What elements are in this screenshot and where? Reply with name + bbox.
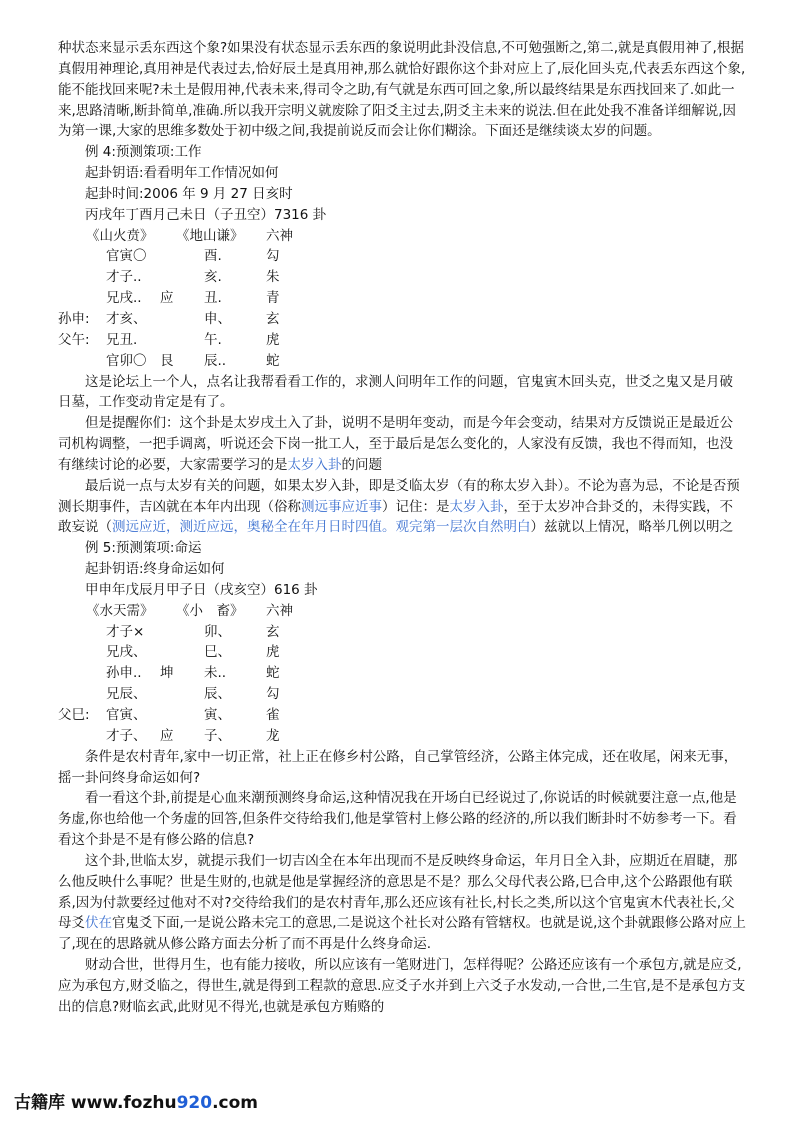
text: 的问题 (341, 456, 382, 473)
text: ）兹就以上情况，略举几例以明之 (530, 519, 733, 536)
example5-title: 例 5:预测策项:命运 (85, 540, 202, 557)
hexagram-changed-name: 《地山谦》 (176, 227, 244, 244)
text: 最后说一点与太岁有关的问题，如果太岁入卦，即是爻临太岁（有的称太岁入卦）。不论为喜为忌，不论是否预测长期事件，吉凶就在本年内出现（俗称 (58, 477, 740, 515)
main-line-cell: 才子、 (106, 727, 147, 744)
example4-paragraph-2 (58, 413, 746, 476)
text: ）记住：是 (382, 498, 450, 515)
text: 官鬼爻下面,一是说公路未完工的意思,二是说这个社长对公路有管辖权。也就是说,这个卦就跟修公路对应上了,现在的思路就从修公路方面去分析了而不再是什么终身命运. (58, 915, 746, 953)
watermark-url-number: 920 (176, 1093, 213, 1113)
hexagram-line (58, 705, 746, 726)
shi-ying-cell: 艮 (160, 352, 174, 369)
changed-line-cell: 巳、 (204, 644, 231, 661)
changed-line-cell: 申、 (204, 310, 231, 327)
fushen-cell: 孙申: (58, 310, 90, 327)
shi-ying-cell: 坤 (160, 665, 174, 682)
highlight-text: 测远应近，测近应远，奥秘全在年月日时四值。观完第一层次自然明白 (112, 519, 531, 536)
example4-time: 起卦时间:2006 年 9 月 27 日亥时 (85, 185, 293, 202)
main-line-cell: 兄辰、 (106, 686, 147, 703)
example5-paragraph-2: 看一看这个卦,前提是心血来潮预测终身命运,这种情况我在开场白已经说过了,你说话的时候就要注意一点,他是务虚,你也给他一个务虚的回答,但条件交待给我们,他是掌管村上修公路的经济的,所以我们断卦时不妨参考一下。看看这个卦是不是有修公路的信息? (58, 790, 737, 849)
text: 这个卦,世临太岁，就提示我们一切吉凶全在本年出现而不是反映终身命运，年月日全入卦，应期近在眉睫，那么他反映什么事呢？世是生财的,也就是他是掌握经济的意思是不是？那么父母代表公路,巳合申,这个公路跟他有联系,因为付款要经过他对不对?交待给我们的是农村青年,那么还应该有社长,村长之类,所以这个官鬼寅木代表社长,父母爻 (58, 852, 738, 932)
main-line-cell: 才亥、 (106, 310, 147, 327)
hexagram-line (58, 622, 746, 643)
six-spirit-cell: 玄 (266, 623, 280, 640)
six-spirit-cell: 玄 (266, 310, 280, 327)
example5-paragraph-4: 财动合世，世得月生，也有能力接收，所以应该有一笔财进门，怎样得呢？公路还应该有一个承包方,就是应爻,应为承包方,财爻临之，得世生,就是得到工程款的意思.应爻子水并到上六爻子水发动,一合世,二生官,是不是承包方支出的信息?财临玄武,此财见不得光,也就是承包方贿赂的 (58, 957, 746, 1015)
six-spirit-cell: 雀 (266, 707, 280, 723)
hexagram-line (58, 684, 746, 705)
example5-paragraph-1: 条件是农村青年,家中一切正常，社上正在修乡村公路，自己掌管经济，公路主体完成，还在收尾，闲来无事，摇一卦问终身命运如何? (58, 748, 738, 786)
example4-question: 起卦钥语:看看明年工作情况如何 (85, 165, 279, 182)
hexagram-line (58, 351, 746, 372)
changed-line-cell: 酉. (204, 248, 222, 265)
paragraph-intro: 种状态来显示丢东西这个象?如果没有状态显示丢东西的象说明此卦没信息,不可勉强断之,第二,就是真假用神了,根据真假用神理论,真用神是代表过去,恰好辰土是真用神,那么就恰好跟你这个卦对应上了,辰化回头克,代表丢东西这个象,能不能找回来呢?未土是假用神,代表未来,得司令之助,有气就是东西可回之象,所以最终结果是东西找回来了.如此一来,思路清晰,断卦简单,准确.所以我开宗明义就废除了阳爻主过去,阴爻主未来的说法.但在此处我不准备详细解说,因为第一课,大家的思维多数处于初中级之间,我提前说反而会让你们糊涂。下面还是继续谈太岁的问题。 (58, 40, 746, 140)
hexagram-line (58, 246, 746, 267)
highlight-text: 测远事应近事 (301, 498, 382, 515)
fushen-cell: 父巳: (58, 707, 90, 723)
hexagram-line (58, 309, 746, 330)
highlight-text: 伏在 (85, 915, 112, 932)
site-watermark (14, 1088, 258, 1113)
main-line-cell: 兄戌、 (106, 644, 147, 661)
six-spirit-cell: 勾 (266, 686, 280, 703)
text: 但是提醒你们：这个卦是太岁戌土入了卦，说明不是明年变动，而是今年会变动，结果对方反馈说正是最近公司机构调整，一把手调离，听说还会下岗一批工人，至于最后是怎么变化的，人家没有反馈，我也不得而知，也没有继续讨论的必要，大家需要学习的是 (58, 415, 733, 473)
changed-line-cell: 未.. (204, 665, 227, 682)
hexagram-line (58, 642, 746, 663)
changed-line-cell: 子、 (204, 727, 231, 744)
hexagram-line (58, 726, 746, 747)
example5-date: 甲申年戊辰月甲子日（戌亥空）616 卦 (85, 581, 318, 598)
hexagram-changed-name: 《小 畜》 (176, 602, 244, 619)
six-spirit-cell: 蛇 (266, 352, 280, 369)
changed-line-cell: 卯、 (204, 623, 231, 640)
hexagram-main-name: 《水天需》 (86, 602, 154, 619)
six-spirit-cell: 青 (266, 290, 280, 307)
example5-hexagram-lines (58, 622, 746, 747)
hexagram-line (58, 267, 746, 288)
main-line-cell: 孙申.. (106, 665, 142, 682)
main-line-cell: 兄丑. (106, 331, 138, 348)
six-spirit-cell: 蛇 (266, 665, 280, 682)
six-spirits-header: 六神 (266, 227, 293, 244)
six-spirit-cell: 龙 (266, 727, 280, 744)
main-line-cell: 官寅、 (106, 707, 147, 723)
example4-hexagram-header (58, 226, 746, 247)
watermark-brand: 古籍库 (14, 1093, 65, 1113)
six-spirit-cell: 勾 (266, 248, 280, 265)
hexagram-line (58, 288, 746, 309)
example5-hexagram-header (58, 601, 746, 622)
changed-line-cell: 丑. (204, 290, 222, 307)
six-spirit-cell: 虎 (266, 644, 280, 661)
example5-paragraph-3 (58, 851, 746, 955)
main-line-cell: 官寅〇 (106, 248, 147, 265)
example4-date: 丙戌年丁酉月己未日（子丑空）7316 卦 (85, 206, 327, 223)
shi-ying-cell: 应 (160, 290, 174, 307)
changed-line-cell: 辰.. (204, 352, 227, 369)
example4-hexagram-lines (58, 246, 746, 371)
changed-line-cell: 午. (204, 331, 222, 348)
shi-ying-cell: 应 (160, 727, 174, 744)
watermark-url-suffix: .com (212, 1093, 259, 1113)
example4-paragraph-3 (58, 476, 746, 539)
hexagram-main-name: 《山火贲》 (86, 227, 154, 244)
six-spirit-cell: 朱 (266, 269, 280, 286)
example4-title: 例 4:预测策项:工作 (85, 144, 202, 161)
fushen-cell: 父午: (58, 331, 90, 348)
main-line-cell: 官卯〇 (106, 352, 147, 369)
highlight-text: 太岁入卦 (449, 498, 504, 515)
hexagram-line (58, 330, 746, 351)
main-line-cell: 才子× (106, 623, 145, 640)
document-page (58, 38, 746, 1018)
watermark-url: www.fozhu (70, 1093, 177, 1113)
changed-line-cell: 亥. (204, 269, 222, 286)
example4-paragraph-1: 这是论坛上一个人，点名让我帮看看工作的，求测人问明年工作的问题，官鬼寅木回头克，世爻之鬼又是月破日墓，工作变动肯定是有了。 (58, 373, 733, 411)
text: ，至于太岁冲合卦爻的，未得实践，不敢妄说（ (58, 498, 733, 536)
six-spirits-header: 六神 (266, 602, 293, 619)
changed-line-cell: 寅、 (204, 707, 231, 723)
main-line-cell: 才子.. (106, 269, 142, 286)
six-spirit-cell: 虎 (266, 331, 280, 348)
changed-line-cell: 辰、 (204, 686, 231, 703)
main-line-cell: 兄戌.. (106, 290, 142, 307)
hexagram-line (58, 663, 746, 684)
highlight-text: 太岁入卦 (287, 456, 342, 473)
example5-question: 起卦钥语:终身命运如何 (85, 561, 225, 578)
